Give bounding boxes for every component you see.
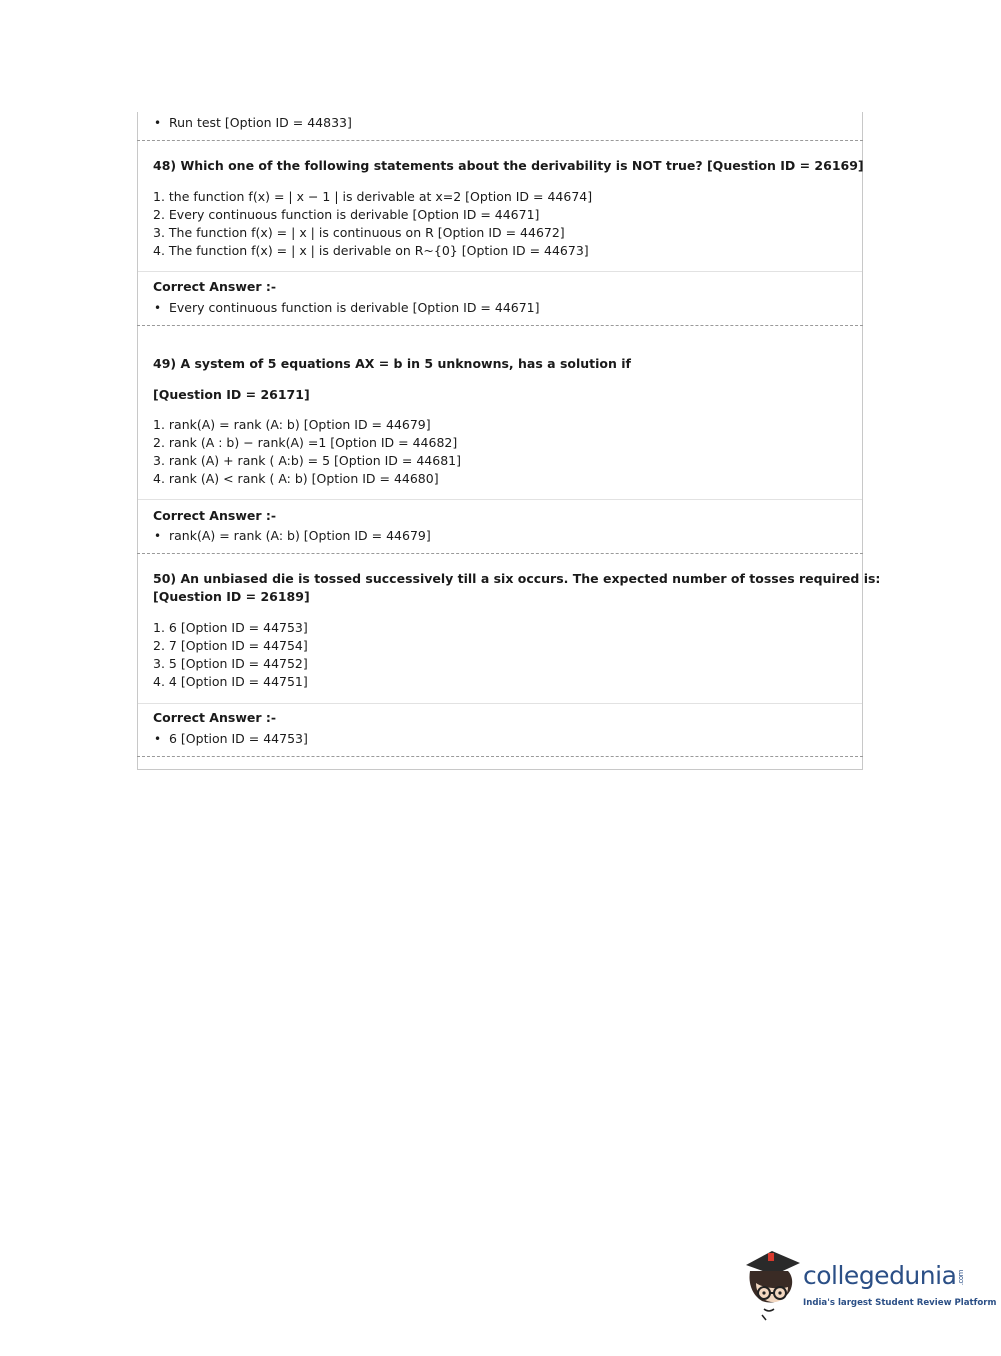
q49-answer: • rank(A) = rank (A: b) [Option ID = 44679] (154, 527, 431, 545)
divider (137, 325, 863, 326)
divider (137, 140, 863, 141)
q47-answer: • Run test [Option ID = 44833] (154, 114, 352, 132)
q50-answer-label: Correct Answer :- (153, 710, 277, 725)
divider (138, 499, 862, 500)
q49-question-id: [Question ID = 26171] (153, 387, 310, 402)
q48-option-2: 2. Every continuous function is derivable [Option ID = 44671] (153, 207, 540, 222)
brand-name: collegedunia .com (803, 1261, 966, 1290)
q50-option-1: 1. 6 [Option ID = 44753] (153, 620, 308, 635)
q48-title: 48) Which one of the following statements about the derivability is NOT true? [Question ID = 26169] (153, 158, 864, 173)
q50-option-3: 3. 5 [Option ID = 44752] (153, 656, 308, 671)
q50-title: 50) An unbiased die is tossed successively till a six occurs. The expected number of tosses required is: (153, 571, 881, 586)
divider (138, 703, 862, 704)
q48-option-4: 4. The function f(x) = | x | is derivable on R~{0} [Option ID = 44673] (153, 243, 589, 258)
q49-option-3: 3. rank (A) + rank ( A:b) = 5 [Option ID = 44681] (153, 453, 461, 468)
q50-option-2: 2. 7 [Option ID = 44754] (153, 638, 308, 653)
divider (138, 271, 862, 272)
q48-option-1: 1. the function f(x) = | x − 1 | is derivable at x=2 [Option ID = 44674] (153, 189, 593, 204)
q48-answer-label: Correct Answer :- (153, 279, 277, 294)
q50-question-id: [Question ID = 26189] (153, 589, 310, 604)
q50-answer: • 6 [Option ID = 44753] (154, 730, 308, 748)
q49-title: 49) A system of 5 equations AX = b in 5 unknowns, has a solution if (153, 356, 631, 371)
collegedunia-logo (742, 1247, 997, 1322)
divider (137, 756, 863, 757)
q50-option-4: 4. 4 [Option ID = 44751] (153, 674, 308, 689)
q48-answer: • Every continuous function is derivable [Option ID = 44671] (154, 299, 540, 317)
q49-option-1: 1. rank(A) = rank (A: b) [Option ID = 44679] (153, 417, 431, 432)
q48-option-3: 3. The function f(x) = | x | is continuous on R [Option ID = 44672] (153, 225, 565, 240)
q49-answer-label: Correct Answer :- (153, 508, 277, 523)
mascot-icon (742, 1247, 804, 1322)
q49-option-2: 2. rank (A : b) − rank(A) =1 [Option ID = 44682] (153, 435, 458, 450)
brand-tagline: India's largest Student Review Platform (803, 1298, 997, 1308)
divider (137, 553, 863, 554)
q49-option-4: 4. rank (A) < rank ( A: b) [Option ID = 44680] (153, 471, 439, 486)
